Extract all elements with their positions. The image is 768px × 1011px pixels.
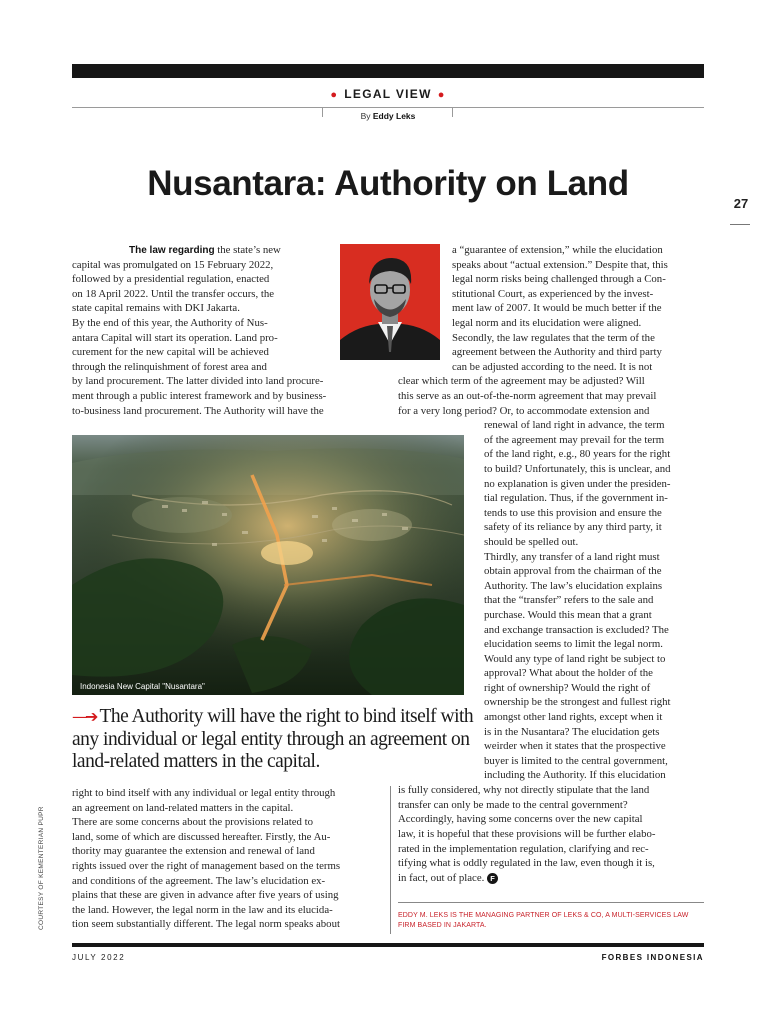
col1-bottom bbox=[72, 786, 382, 932]
text-line: transfer can only be made to the central government? bbox=[398, 798, 628, 811]
text-line: stitutional Court, as experienced by the invest- bbox=[452, 287, 654, 300]
col1-top-narrow bbox=[72, 243, 332, 374]
photo-credit: COURTESY OF KEMENTERIAN PUPR bbox=[38, 806, 45, 930]
text-line: plains that these are given in advance after five years of using bbox=[72, 889, 339, 902]
text-line: curement for the new capital will be achieved bbox=[72, 346, 269, 359]
text-line: elucidation seems to limit the legal norm. bbox=[484, 638, 664, 651]
arrow-right-icon: —➔ bbox=[72, 707, 96, 726]
col2-narrow bbox=[484, 418, 704, 783]
text-line: including the Authority. If this elucidation bbox=[484, 769, 666, 782]
text-line: tends to use this provision and ensure the bbox=[484, 506, 662, 519]
col1-top-wide bbox=[72, 374, 382, 418]
text-line: legal norm risks being challenged through a Con- bbox=[452, 273, 666, 286]
col2-top-narrow bbox=[452, 243, 704, 374]
text-line: safety of its reliance by any third party, it bbox=[484, 521, 662, 534]
text-line: ment through a public interest framework and by business- bbox=[72, 389, 327, 402]
text-line: tion seem substantially different. The legal norm speaks about bbox=[72, 918, 340, 931]
text-line: and exchange transaction is excluded? The bbox=[484, 623, 669, 636]
text-line: in fact, out of place. bbox=[398, 871, 485, 884]
lead-in: The law regarding bbox=[129, 245, 215, 256]
text-line: renewal of land right in advance, the term bbox=[484, 419, 665, 432]
text-line: of the land right, e.g., 80 years for the right bbox=[484, 448, 671, 461]
bullet-icon: ● bbox=[437, 89, 446, 101]
bullet-icon: ● bbox=[330, 89, 339, 101]
text-line: land, some of which are discussed hereafter. Firstly, the Au- bbox=[72, 830, 331, 843]
top-bar bbox=[72, 64, 704, 78]
text-line: amongst other land rights, except when it bbox=[484, 711, 663, 724]
author-portrait bbox=[340, 244, 440, 360]
footer-publication: FORBES INDONESIA bbox=[601, 953, 704, 962]
pull-quote-line: any individual or legal entity through an agreement on bbox=[72, 728, 470, 750]
text-line: by land procurement. The latter divided into land procure- bbox=[72, 375, 324, 388]
text-line: of the agreement may prevail for the term bbox=[484, 433, 665, 446]
col2-bottom bbox=[398, 783, 704, 885]
text-line: clear which term of the agreement may be adjusted? Will bbox=[398, 375, 645, 388]
byline-prefix: By bbox=[360, 111, 371, 121]
text-line: weirder when it states that the prospective bbox=[484, 740, 666, 753]
text-line: purchase. Would this mean that a grant bbox=[484, 608, 652, 621]
text-line: should be spelled out. bbox=[484, 535, 579, 548]
column-divider bbox=[390, 786, 391, 934]
text-line: state capital remains with DKI Jakarta. bbox=[72, 302, 240, 315]
text-line: Authority. The law’s elucidation explains bbox=[484, 579, 663, 592]
text-line: capital was promulgated on 15 February 2022, bbox=[72, 258, 274, 271]
text-line: is fully considered, why not directly stipulate that the land bbox=[398, 784, 650, 797]
text-line: ment law of 2007. It would be much better if the bbox=[452, 302, 662, 315]
text-line: obtain approval from the chairman of the bbox=[484, 565, 662, 578]
text-line: for a very long period? Or, to accommodate extension and bbox=[398, 404, 650, 417]
text-line: speaks about “actual extension.” Despite that, this bbox=[452, 258, 668, 271]
section-title: LEGAL VIEW bbox=[344, 87, 432, 101]
text-line: an agreement on land-related matters in the capital. bbox=[72, 801, 294, 814]
text-line: ownership be the strongest and fullest right bbox=[484, 696, 671, 709]
page-number-rule bbox=[730, 224, 750, 225]
text-line: agreement between the Authority and third party bbox=[452, 346, 662, 359]
text-line: Thirdly, any transfer of a land right must bbox=[484, 550, 660, 563]
author-name: Eddy Leks bbox=[372, 111, 416, 121]
text-line: There are some concerns about the provisions related to bbox=[72, 816, 314, 829]
text-line: that the “transfer” refers to the sale and bbox=[484, 594, 654, 607]
text-line: through the relinquishment of forest area and bbox=[72, 360, 267, 373]
bio-rule bbox=[398, 902, 704, 903]
text-line: followed by a presidential regulation, enacted bbox=[72, 273, 270, 286]
text-line: tial regulation. Thus, if the government in- bbox=[484, 492, 668, 505]
text-line: By the end of this year, the Authority of Nus- bbox=[72, 316, 268, 329]
text-line: right to bind itself with any individual or legal entity through bbox=[72, 787, 336, 799]
photo-caption: Indonesia New Capital "Nusantara" bbox=[80, 682, 205, 691]
text-line: buyer is limited to the central government, bbox=[484, 754, 668, 767]
text-line: rights issued over the right of management based on the terms bbox=[72, 859, 341, 872]
text-line: can be adjusted according to the need. It is not bbox=[452, 360, 653, 373]
text-line: Secondly, the law regulates that the term of the bbox=[452, 331, 655, 344]
text-line: right of ownership? Would the right of bbox=[484, 681, 651, 694]
text-line: is in the Nusantara? The elucidation gets bbox=[484, 725, 660, 738]
text-line: Would any type of land right be subject to bbox=[484, 652, 666, 665]
text-line: law, it is hopeful that these provisions will be further elabo- bbox=[398, 827, 656, 840]
forbes-f-icon: F bbox=[487, 873, 498, 884]
headline: Nusantara: Authority on Land bbox=[147, 164, 629, 203]
bottom-bar bbox=[72, 943, 704, 947]
footer-date: JULY 2022 bbox=[72, 953, 126, 962]
byline bbox=[72, 110, 704, 122]
text-line: Accordingly, having some concerns over the new capital bbox=[398, 813, 643, 826]
header-rule bbox=[72, 107, 704, 108]
pull-quote-line: land-related matters in the capital. bbox=[72, 751, 320, 772]
text-line: legal norm and its elucidation were aligned. bbox=[452, 316, 642, 329]
text-line: rated in the implementation regulation, clarifying and rec- bbox=[398, 842, 649, 855]
page-number: 27 bbox=[733, 196, 749, 211]
text-line: to-business land procurement. The Authority will have the bbox=[72, 404, 324, 417]
text-line: to build? Unfortunately, this is unclear, and bbox=[484, 462, 671, 475]
text-line: no explanation is given under the presiden- bbox=[484, 477, 671, 490]
pull-quote-line: The Authority will have the right to bind itself with bbox=[99, 706, 474, 727]
aerial-city-photo bbox=[72, 435, 464, 695]
col2-wide bbox=[398, 374, 704, 418]
section-label bbox=[72, 86, 704, 102]
text-line: the state’s new bbox=[214, 244, 281, 256]
author-bio: EDDY M. LEKS IS THE MANAGING PARTNER OF LEKS & CO, A MULTI-SERVICES LAW FIRM BASED IN JAKARTA. bbox=[398, 912, 689, 929]
pull-quote bbox=[72, 706, 474, 774]
text-line: on 18 April 2022. Until the transfer occurs, the bbox=[72, 287, 275, 300]
text-line: approval? What about the holder of the bbox=[484, 667, 653, 680]
text-line: antara Capital will start its operation. Land pro- bbox=[72, 331, 278, 344]
text-line: thority may guarantee the extension and renewal of land bbox=[72, 845, 315, 858]
text-line: tifying what is oddly regulated in the law, even though it is, bbox=[398, 857, 655, 870]
text-line: and conditions of the agreement. The law’s elucidation ex- bbox=[72, 874, 326, 887]
text-line: this serve as an out-of-the-norm agreement that may prevail bbox=[398, 389, 657, 402]
text-line: a “guarantee of extension,” while the elucidation bbox=[452, 244, 663, 256]
text-line: the land. However, the legal norm in the law and its elucida- bbox=[72, 903, 333, 916]
